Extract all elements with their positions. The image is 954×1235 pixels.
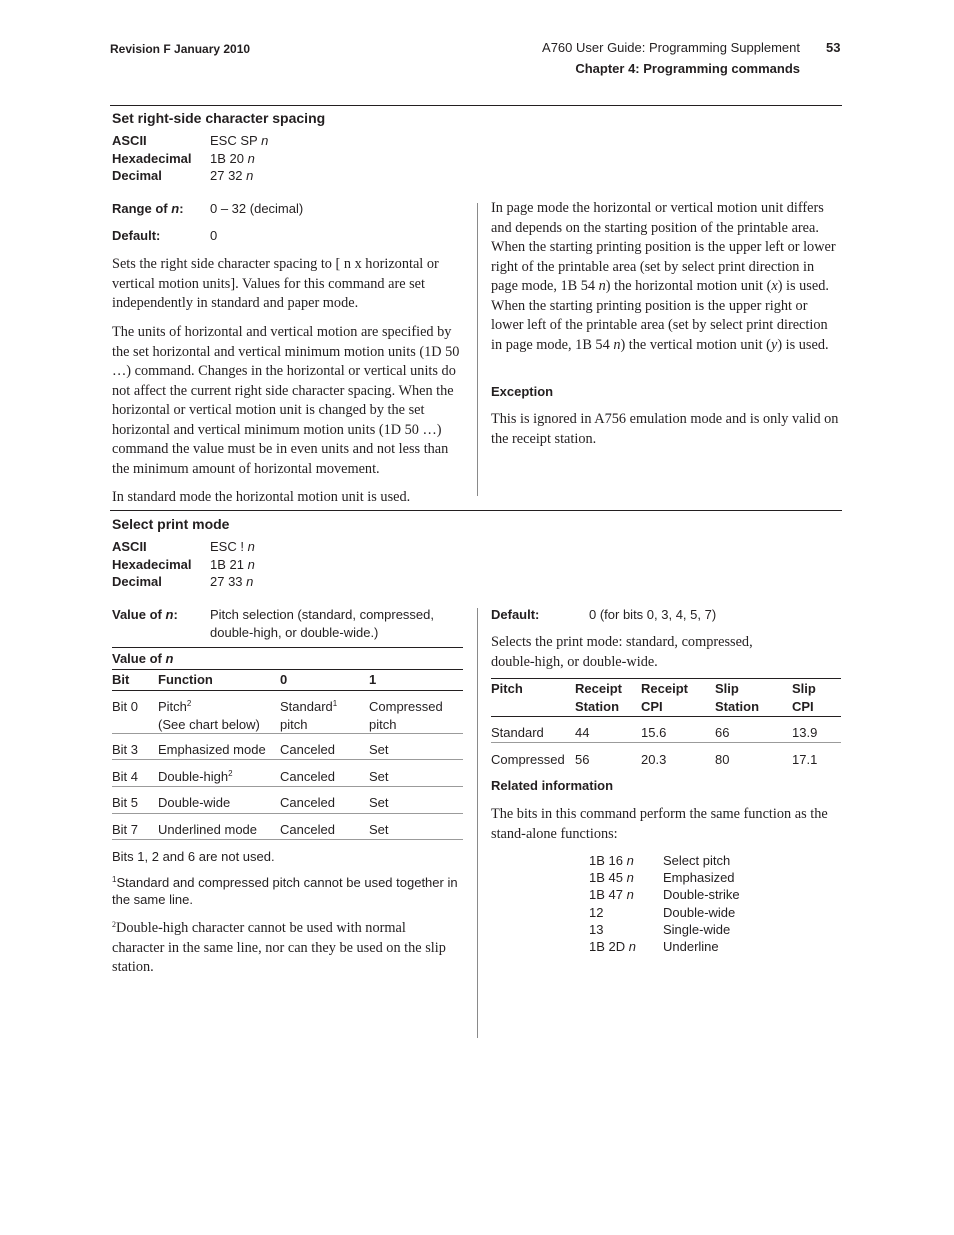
table-rule <box>112 733 463 734</box>
ascii-value: ESC SP n <box>210 133 269 148</box>
ascii-label: ASCII <box>112 539 147 554</box>
table-cell: Set <box>369 742 389 757</box>
body-text: The bits in this command perform the same function as the stand-alone functions: <box>491 806 828 842</box>
footnote-2: $^2$Double-high character cannot be used with normal character in the same line, nor can they be used on the slip station. <box>112 920 446 975</box>
table-cell: Set <box>369 795 389 810</box>
pitch-header: Slip Station <box>715 681 760 714</box>
body-text: The units of horizontal and vertical motion are specified by the set horizontal and vertical minimum motion units (1D 50 …) command. Changes in the horizontal or vertical units do not affect the current right side character spacing. When the horizontal or vertical motion unit is changed by the set horizontal and vertical minimum motion units (1D 50 …) command the value must be in even units and not less than the minimum amount of horizontal movement. <box>112 324 460 477</box>
default-label: Default: <box>491 607 540 622</box>
table-cell: Emphasized mode <box>158 742 266 757</box>
ascii-label: ASCII <box>112 133 147 148</box>
section-title: Set right-side character spacing <box>112 110 326 126</box>
body-text: In page mode the horizontal or vertical motion unit differs and depends on the starting position of the printable area. When the starting printing position is the upper left or lower right of the printable area (set by select print direction in page mode, 1B 54 n) the horizontal motion unit (x) is used. When the starting printing position is the upper right or lower left of the printable area (set by select print direction in page mode, 1B 54 n) the vertical motion unit (y) is used. <box>491 200 836 353</box>
column-divider <box>477 608 478 1038</box>
guide-title: A760 User Guide: Programming Supplement <box>542 40 800 55</box>
hex-label: Hexadecimal <box>112 150 192 166</box>
pitch-cell: 17.1 <box>792 752 818 767</box>
pitch-header: Pitch <box>491 681 523 696</box>
chapter-title: Chapter 4: Programming commands <box>575 61 800 76</box>
table-cell: Bit 3 <box>112 742 139 757</box>
pitch-cell: 20.3 <box>641 752 667 767</box>
pitch-cell: 13.9 <box>792 725 818 740</box>
hex-value: 1B 21 n <box>210 556 255 572</box>
range-default <box>112 200 452 250</box>
running-header <box>542 40 800 76</box>
pitch-header: Slip CPI <box>792 681 816 714</box>
table-header-one: 1 <box>369 672 377 687</box>
revision-label: Revision F January 2010 <box>110 42 251 56</box>
list-item: 12 Double-wide <box>589 904 736 920</box>
pitch-cell: 15.6 <box>641 725 667 740</box>
pitch-header: Receipt CPI <box>641 681 688 714</box>
pitch-cell: 66 <box>715 725 730 740</box>
value-of-n <box>112 606 464 642</box>
function-list <box>589 852 809 955</box>
table-cell: Canceled <box>280 742 335 757</box>
table-rule <box>112 759 463 760</box>
hex-value: 1B 20 n <box>210 150 255 166</box>
section-divider <box>110 105 842 106</box>
table-caption: Value of n <box>112 651 174 666</box>
list-item: 1B 47 n Double-strike <box>589 887 740 903</box>
section-divider <box>110 510 842 511</box>
table-cell: Underlined mode <box>158 822 258 837</box>
bits-note: Bits 1, 2 and 6 are not used. <box>112 849 275 864</box>
table-cell: Bit 5 <box>112 795 139 810</box>
table-rule <box>491 678 841 679</box>
body-text: Selects the print mode: standard, compressed, double-high, or double-wide. <box>491 634 753 670</box>
list-item: 1B 45 n Emphasized <box>589 870 735 886</box>
default-value: 0 <box>210 228 218 243</box>
table-rule <box>112 690 463 691</box>
body-text: In standard mode the horizontal motion unit is used. <box>112 489 411 505</box>
table-rule <box>112 786 463 787</box>
body-text: Sets the right side character spacing to [ n x horizontal or vertical motion units]. Values for this command are set independently in standard and paper mode. <box>112 256 439 311</box>
table-cell: Bit 7 <box>112 822 139 837</box>
default-label: Default: <box>112 228 161 243</box>
default-row <box>491 606 841 624</box>
pitch-cell: 56 <box>575 752 590 767</box>
value-text: Pitch selection (standard, compressed, double-high, or double-wide.) <box>210 607 434 640</box>
table-cell: Double-wide <box>158 795 231 810</box>
table-cell: Double-high$^2$ <box>158 769 233 784</box>
footnote-1: $^1$Standard and compressed pitch cannot be used together in the same line. <box>112 875 458 907</box>
table-cell: Pitch$^2$ (See chart below) <box>158 699 260 732</box>
column-divider <box>477 203 478 496</box>
table-cell: Canceled <box>280 795 335 810</box>
dec-label: Decimal <box>112 574 162 589</box>
table-cell: Bit 4 <box>112 769 139 784</box>
table-header-function: Function <box>158 672 213 687</box>
table-cell: Bit 0 <box>112 699 139 714</box>
page-number: 53 <box>826 40 841 55</box>
pitch-cell: 80 <box>715 752 730 767</box>
command-codes <box>112 538 452 594</box>
ascii-value: ESC ! n <box>210 539 255 554</box>
list-item: 1B 16 n Select pitch <box>589 853 731 868</box>
table-cell: Standard$^1$ pitch <box>280 699 338 732</box>
table-rule <box>112 839 463 840</box>
section-title: Select print mode <box>112 516 230 532</box>
table-cell: Canceled <box>280 822 335 837</box>
default-value: 0 (for bits 0, 3, 4, 5, 7) <box>589 607 717 622</box>
table-cell: Compressed pitch <box>369 699 443 732</box>
table-rule <box>112 669 463 670</box>
pitch-header: Receipt Station <box>575 681 622 714</box>
table-cell: Set <box>369 769 389 784</box>
table-header-bit: Bit <box>112 672 130 687</box>
pitch-cell: 44 <box>575 725 590 740</box>
list-item: 1B 2D n Underline <box>589 938 719 954</box>
table-rule <box>491 742 841 743</box>
dec-label: Decimal <box>112 168 162 183</box>
table-rule <box>491 716 841 717</box>
range-label: Range of n: <box>112 201 184 216</box>
related-heading: Related information <box>491 778 614 793</box>
table-rule <box>112 813 463 814</box>
pitch-cell: Standard <box>491 725 544 740</box>
value-label: Value of n: <box>112 607 178 622</box>
hex-label: Hexadecimal <box>112 556 192 572</box>
table-cell: Set <box>369 822 389 837</box>
exception-heading: Exception <box>491 384 554 399</box>
command-codes <box>112 132 452 188</box>
body-text: This is ignored in A756 emulation mode and is only valid on the receipt station. <box>491 411 839 447</box>
pitch-cell: Compressed <box>491 752 565 767</box>
dec-value: 27 32 n <box>210 168 254 183</box>
list-item: 13 Single-wide <box>589 921 731 937</box>
range-value: 0 – 32 (decimal) <box>210 201 304 216</box>
table-cell: Canceled <box>280 769 335 784</box>
table-rule <box>112 647 463 648</box>
dec-value: 27 33 n <box>210 574 254 589</box>
table-header-zero: 0 <box>280 672 288 687</box>
